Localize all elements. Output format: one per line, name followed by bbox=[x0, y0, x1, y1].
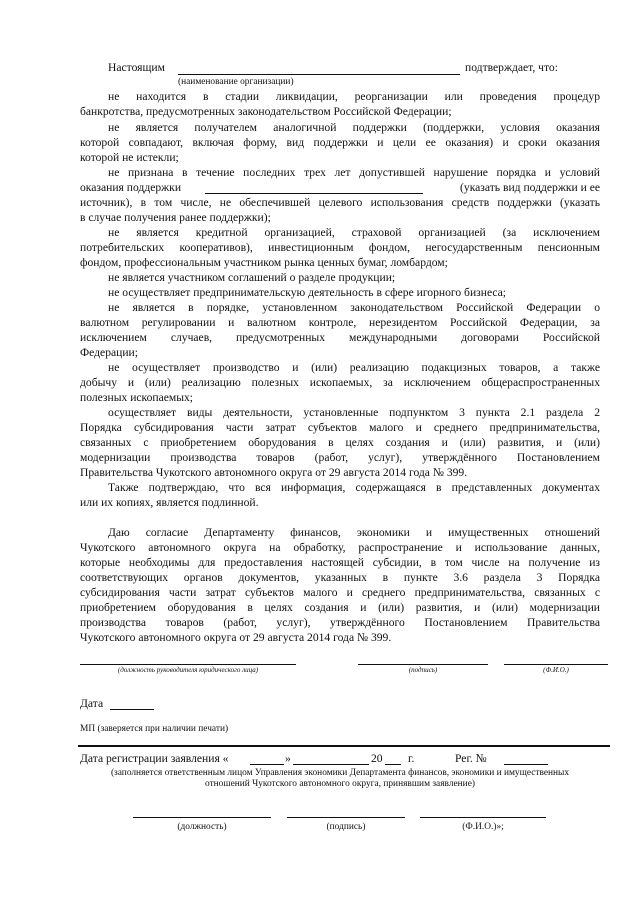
p8-line1: не осуществляет производство и (или) реализацию подакцизных товаров, а также bbox=[108, 361, 600, 374]
p3-line4: в случае получения ранее поддержки); bbox=[80, 211, 271, 224]
consent-line4: соответствующих органов документов, указанных в пункте 3.6 раздела 3 Порядка bbox=[80, 571, 600, 584]
p9-line2: Порядка субсидирования части затрат субъектов малого и среднего предпринимательства, bbox=[80, 421, 600, 434]
p3-line1: не признана в течение последних трех лет допустившей нарушение порядка и условий bbox=[108, 166, 600, 179]
signature-caption: (подпись) bbox=[408, 666, 438, 674]
p2-line1: не является получателем аналогичной поддержки (поддержки, условия оказания bbox=[108, 121, 600, 134]
official-signature-field[interactable] bbox=[287, 817, 405, 818]
registration-note-line1: (заполняется ответственным лицом Управления экономики Департамента финансов, экономики и имущественных bbox=[110, 768, 570, 778]
consent-line1: Даю согласие Департаменту финансов, экономики и имущественных отношений bbox=[108, 526, 600, 539]
p10-line2: или их копиях, является подлинной. bbox=[80, 496, 259, 509]
consent-line8: Чукотского автономного округа от 29 августа 2014 года № 399. bbox=[80, 631, 392, 644]
organization-name-caption: (наименование организации) bbox=[178, 77, 294, 87]
date-label: Дата bbox=[80, 697, 104, 710]
registration-quote-close: » bbox=[285, 752, 291, 765]
p2-line3: которой не истекли; bbox=[80, 151, 179, 164]
full-name-field[interactable] bbox=[504, 664, 608, 665]
registration-number-label: Рег. № bbox=[455, 752, 487, 765]
p3-line3: источник), в том числе, не обеспечившей целевого использования средств поддержки (указать bbox=[80, 196, 600, 209]
p7-line3: исключением случаев, предусмотренных международными договорами Российской bbox=[80, 331, 600, 344]
signature-field[interactable] bbox=[358, 664, 488, 665]
p4-line3: фондом, профессиональным участником рынка ценных бумаг, ломбардом; bbox=[80, 256, 448, 269]
p9-line3: связанных с приобретением оборудования в целях создания и (или) развития, и (или) bbox=[80, 436, 600, 449]
p7-line1: не является в порядке, установленном законодательством Российской Федерации о bbox=[108, 301, 600, 314]
p3-line2a: оказания поддержки bbox=[80, 181, 182, 194]
p5-line1: не является участником соглашений о разделе продукции; bbox=[108, 271, 396, 284]
date-field[interactable] bbox=[110, 709, 154, 710]
p9-line5: Правительства Чукотского автономного округа от 29 августа 2014 года № 399. bbox=[80, 466, 468, 479]
intro-prefix: Настоящим bbox=[108, 61, 165, 74]
consent-line2: Чукотского автономного округа на обработку, распространение и использование данных, bbox=[80, 541, 600, 554]
consent-line7: производства товаров (работ, услуг), утверждённого Постановлением Правительства bbox=[80, 616, 600, 629]
p4-line2: потребительских кооперативов), инвестиционным фондом, негосударственным пенсионным bbox=[80, 241, 600, 254]
p7-line4: Федерации; bbox=[80, 346, 138, 359]
p1-line1: не находится в стадии ликвидации, реорганизации или проведения процедур bbox=[108, 90, 600, 103]
p9-line1: осуществляет виды деятельности, установленные подпунктом 3 пункта 2.1 раздела 2 bbox=[108, 406, 600, 419]
stamp-note: МП (заверяется при наличии печати) bbox=[80, 724, 229, 734]
consent-line5: субсидирования части затрат субъектов малого и среднего предпринимательства, связанных с bbox=[80, 586, 600, 599]
p8-line3: полезных ископаемых; bbox=[80, 391, 194, 404]
official-position-caption: (должность) bbox=[177, 822, 227, 832]
p8-line2: добычу и (или) реализацию полезных ископаемых, за исключением общераспространенных bbox=[80, 376, 600, 389]
p1-line2: банкротства, предусмотренных законодательством Российской Федерации; bbox=[80, 105, 452, 118]
p6-line1: не осуществляет предпринимательскую деятельность в сфере игорного бизнеса; bbox=[108, 286, 507, 299]
registration-year-prefix: 20 bbox=[371, 752, 383, 765]
p4-line1: не является кредитной организацией, страховой организацией (за исключением bbox=[108, 226, 600, 239]
registration-number-field[interactable] bbox=[504, 764, 548, 765]
position-caption: (должность руководителя юридического лица) bbox=[117, 666, 259, 674]
organization-name-field[interactable] bbox=[178, 74, 460, 75]
p9-line4: модернизации производства товаров (работ, услуг), утверждённого Постановлением bbox=[80, 451, 600, 464]
official-position-field[interactable] bbox=[133, 817, 271, 818]
separator-line bbox=[78, 745, 610, 747]
consent-line3: которые необходимы для предоставления настоящей субсидии, в том числе на получение из bbox=[80, 556, 600, 569]
position-field[interactable] bbox=[80, 664, 296, 665]
p10-line1: Также подтверждаю, что вся информация, содержащаяся в представленных документах bbox=[108, 481, 600, 494]
official-name-field[interactable] bbox=[420, 817, 546, 818]
p2-line2: которой совпадают, включая форму, вид поддержки и цели ее оказания) и сроки оказания bbox=[80, 136, 600, 149]
p3-line2b: (указать вид поддержки и ее bbox=[460, 181, 600, 194]
registration-year-suffix: г. bbox=[408, 752, 415, 765]
official-signature-caption: (подпись) bbox=[326, 822, 366, 832]
registration-note-line2: отношений Чукотского автономного округа, принявшим заявление) bbox=[205, 779, 475, 789]
registration-label: Дата регистрации заявления « bbox=[80, 752, 229, 765]
p7-line2: валютном регулировании и валютном контроле, нерезидентом Российской Федерации, за bbox=[80, 316, 600, 329]
official-name-caption: (Ф.И.О.)»; bbox=[462, 822, 504, 832]
full-name-caption: (Ф.И.О.) bbox=[543, 666, 569, 674]
support-type-field[interactable] bbox=[205, 193, 423, 194]
registration-day-field[interactable] bbox=[250, 764, 284, 765]
registration-month-field[interactable] bbox=[293, 764, 369, 765]
intro-suffix: подтверждает, что: bbox=[465, 61, 558, 74]
consent-line6: приобретением оборудования в целях создания и (или) развития, и (или) модернизации bbox=[80, 601, 600, 614]
registration-year-field[interactable] bbox=[385, 764, 401, 765]
